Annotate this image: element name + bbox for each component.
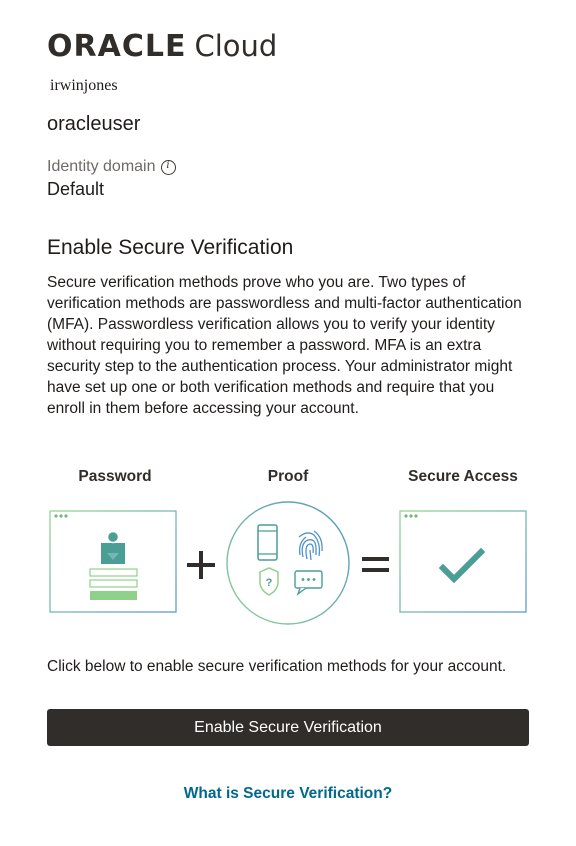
shield-question-icon bbox=[260, 568, 278, 595]
secure-access-label: Secure Access bbox=[408, 468, 518, 485]
checkmark-icon bbox=[400, 511, 526, 612]
username-signature: irwinjones bbox=[50, 77, 118, 94]
enable-secure-verification-button[interactable]: Enable Secure Verification bbox=[47, 709, 529, 746]
identity-domain-label bbox=[47, 158, 176, 176]
page-title: Enable Secure Verification bbox=[47, 236, 294, 259]
identity-domain-label-text: Identity domain bbox=[47, 158, 156, 175]
what-is-secure-verification-link[interactable]: What is Secure Verification? bbox=[183, 785, 393, 802]
verification-illustration bbox=[40, 465, 540, 630]
description-text: Secure verification methods prove who you are. Two types of verification methods are passwordless and multi-factor authentication (MFA). Passwordless verification allows you to verify your identity without requiring you to remember a password. MFA is an extra security step to the authentication process. Your administrator might have set up one or both verification methods and require that you enroll in them before accessing your account. bbox=[47, 274, 522, 417]
svg-text:?: ? bbox=[265, 577, 273, 589]
user-name: oracleuser bbox=[47, 113, 141, 135]
oracle-cloud-logo bbox=[47, 30, 277, 62]
password-label: Password bbox=[78, 468, 152, 485]
illustration-graphic bbox=[40, 465, 540, 630]
cloud-wordmark: Cloud bbox=[194, 29, 278, 63]
instruction-text: Click below to enable secure verification methods for your account. bbox=[47, 658, 507, 675]
plus-icon bbox=[187, 551, 215, 579]
equals-icon bbox=[362, 557, 389, 572]
identity-domain-value: Default bbox=[47, 179, 105, 199]
phone-icon bbox=[258, 525, 277, 560]
user-form-icon bbox=[50, 511, 176, 612]
info-icon[interactable] bbox=[161, 160, 176, 175]
proof-label: Proof bbox=[267, 468, 309, 485]
oracle-wordmark: ORACLE bbox=[47, 28, 187, 64]
